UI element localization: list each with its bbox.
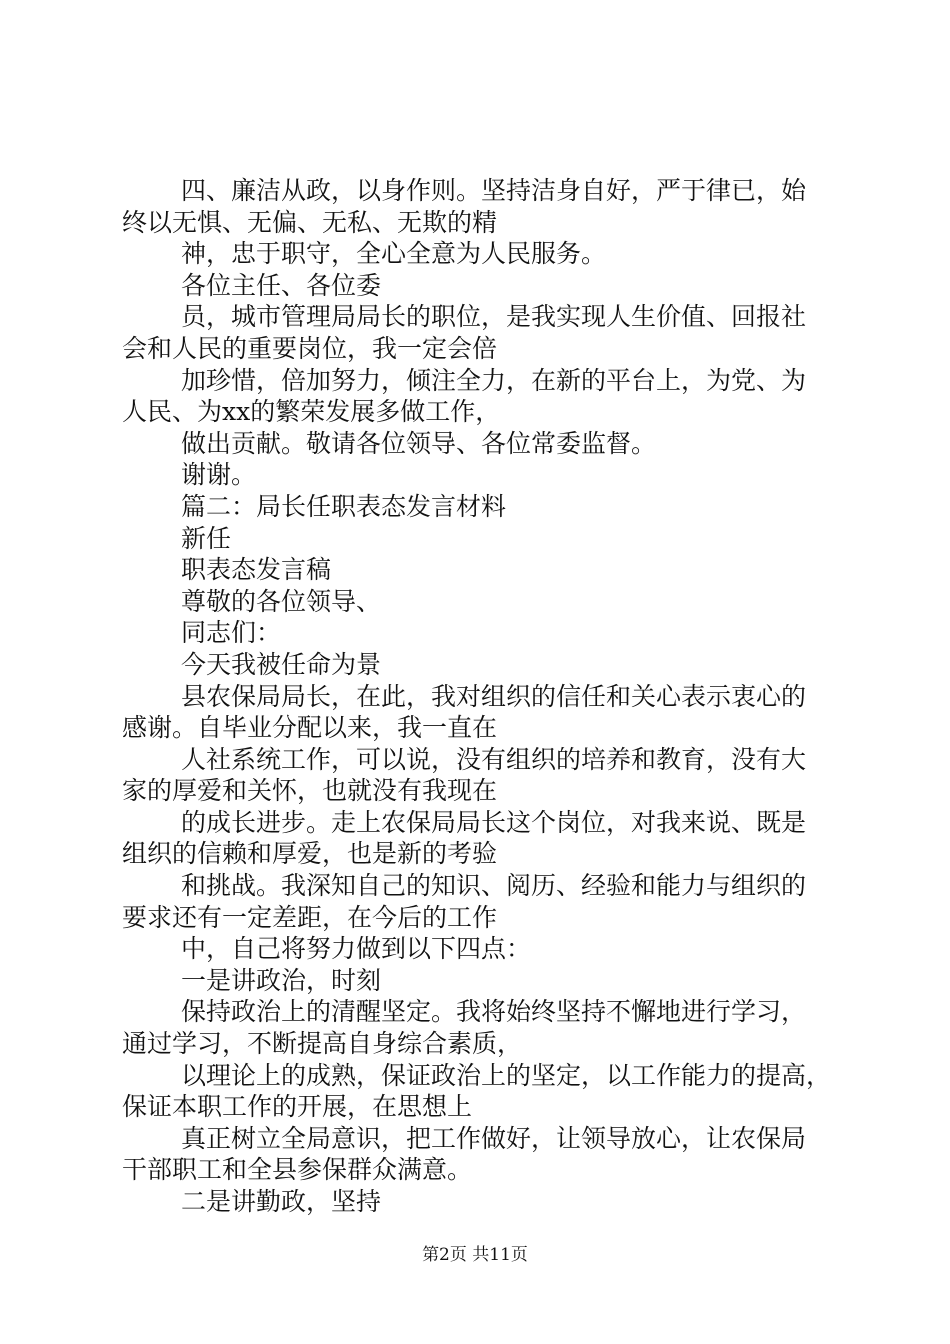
text-line: 人社系统工作，可以说，没有组织的培养和教育，没有大 [181, 744, 807, 774]
text-line: 新任 [181, 523, 232, 553]
text-line: 尊敬的各位领导、 [181, 586, 382, 616]
text-line: 做出贡献。敬请各位领导、各位常委监督。 [181, 428, 657, 458]
text-line: 保持政治上的清醒坚定。我将始终坚持不懈地进行学习， [181, 997, 807, 1027]
text-line: 各位主任、各位委 [181, 270, 382, 300]
text-line: 家的厚爱和关怀，也就没有我现在 [122, 776, 498, 806]
text-line: 谢谢。 [181, 460, 257, 490]
text-line: 通过学习，不断提高自身综合素质， [122, 1029, 523, 1059]
text-line: 四、廉洁从政，以身作则。坚持洁身自好，严于律已，始 [181, 176, 807, 205]
text-line: 员，城市管理局局长的职位，是我实现人生价值、回报社 [181, 302, 807, 332]
text-line: 要求还有一定差距，在今后的工作 [122, 902, 498, 932]
text-line: 感谢。自毕业分配以来，我一直在 [122, 713, 498, 743]
text-line: 神，忠于职守，全心全意为人民服务。 [181, 239, 607, 269]
text-line: 今天我被任命为景 [181, 649, 382, 679]
text-line: 干部职工和全县参保群众满意。 [122, 1155, 473, 1185]
text-line: 的成长进步。走上农保局局长这个岗位，对我来说、既是 [181, 807, 807, 837]
text-line: 真正树立全局意识，把工作做好，让领导放心，让农保局 [181, 1123, 807, 1153]
page-footer: 第2页 共11页 [422, 1245, 528, 1265]
text-line: 保证本职工作的开展，在思想上 [122, 1092, 473, 1122]
text-line: 中，自己将努力做到以下四点： [181, 934, 532, 964]
text-line: 人民、为xx的繁荣发展多做工作， [122, 397, 501, 427]
text-line: 组织的信赖和厚爱，也是新的考验 [122, 839, 498, 869]
text-line: 和挑战。我深知自己的知识、阅历、经验和能力与组织的 [181, 871, 807, 901]
body-text [122, 175, 842, 1218]
text-line: 同志们： [181, 618, 282, 648]
text-line: 县农保局局长，在此，我对组织的信任和关心表示衷心的 [181, 681, 807, 711]
text-line: 终以无惧、无偏、无私、无欺的精 [122, 207, 498, 237]
text-line: 一是讲政治，时刻 [181, 965, 382, 995]
text-line: 以理论上的成熟，保证政治上的坚定，以工作能力的提高， [181, 1060, 832, 1090]
text-line: 篇二：局长任职表态发言材料 [181, 491, 507, 521]
text-line: 职表态发言稿 [181, 555, 332, 585]
text-line: 加珍惜，倍加努力，倾注全力，在新的平台上，为党、为 [181, 365, 807, 395]
text-line: 会和人民的重要岗位，我一定会倍 [122, 333, 498, 363]
text-line: 二是讲勤政，坚持 [181, 1187, 382, 1216]
